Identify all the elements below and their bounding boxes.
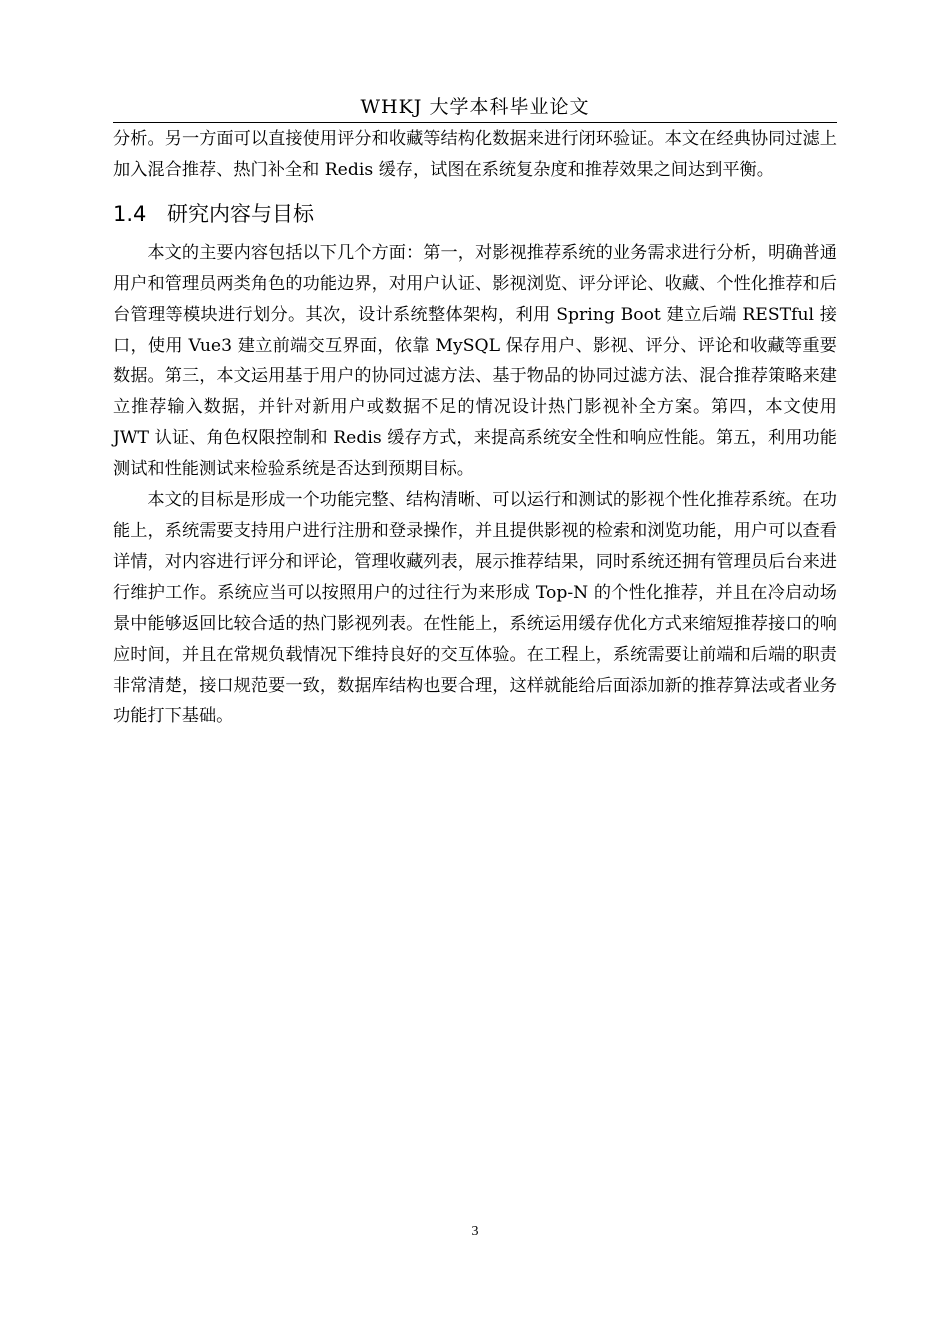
section-number: 1.4 <box>113 201 147 226</box>
header-divider <box>113 122 837 123</box>
body-paragraph: 本文的目标是形成一个功能完整、结构清晰、可以运行和测试的影视个性化推荐系统。在功能上，系统需要支持用户进行注册和登录操作，并且提供影视的检索和浏览功能，用户可以查看详情，对内容进行评分和评论，管理收藏列表，展示推荐结果，同时系统还拥有管理员后台来进行维护工作。系统应当可以按照用户的过往行为来形成 Top-N 的个性化推荐，并且在冷启动场景中能够返回比较合适的热门影视列表。在性能上，系统运用缓存优化方式来缩短推荐接口的响应时间，并且在常规负载情况下维持良好的交互体验。在工程上，系统需要让前端和后端的职责非常清楚，接口规范要一致，数据库结构也要合理，这样就能给后面添加新的推荐算法或者业务功能打下基础。 <box>113 490 837 727</box>
page-number: 3 <box>471 1224 479 1239</box>
page-body <box>113 124 837 732</box>
section-title: 研究内容与目标 <box>167 201 314 226</box>
body-paragraph: 本文的主要内容包括以下几个方面：第一，对影视推荐系统的业务需求进行分析，明确普通用户和管理员两类角色的功能边界，对用户认证、影视浏览、评分评论、收藏、个性化推荐和后台管理等模块进行划分。其次，设计系统整体架构，利用 Spring Boot 建立后端 RESTful 接口，使用 Vue3 建立前端交互界面，依靠 MySQL 保存用户、影视、评分、评论和收藏等重要数据。第三，本文运用基于用户的协同过滤方法、基于物品的协同过滤方法、混合推荐策略来建立推荐输入数据，并针对新用户或数据不足的情况设计热门影视补全方案。第四，本文使用 JWT 认证、角色权限控制和 Redis 缓存方式，来提高系统安全性和响应性能。第五，利用功能测试和性能测试来检验系统是否达到预期目标。 <box>113 242 837 480</box>
section-heading <box>113 196 837 232</box>
page-header-title: WHKJ 大学本科毕业论文 <box>360 96 590 118</box>
continued-paragraph: 分析。另一方面可以直接使用评分和收藏等结构化数据来进行闭环验证。本文在经典协同过滤上加入混合推荐、热门补全和 Redis 缓存，试图在系统复杂度和推荐效果之间达到平衡。 <box>113 129 837 180</box>
